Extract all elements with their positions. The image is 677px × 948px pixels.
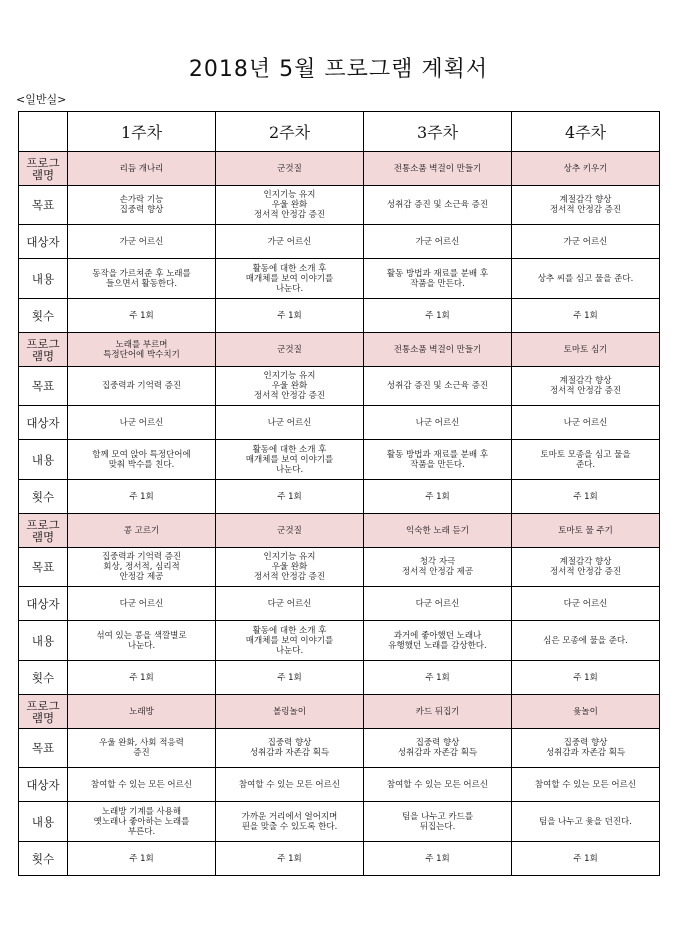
- class-name-label: <일반실>: [16, 93, 67, 106]
- row-label-program: 프로그 램명: [19, 514, 68, 548]
- target-cell: 나군 어르신: [216, 406, 364, 440]
- row-count: [19, 299, 660, 333]
- content-cell: 과거에 좋아했던 노래나 유행했던 노래를 감상한다.: [364, 621, 512, 661]
- row-label-goal: 목표: [19, 367, 68, 406]
- row-label-count: 횟수: [19, 661, 68, 695]
- count-cell: 주 1회: [68, 661, 216, 695]
- row-label-goal: 목표: [19, 548, 68, 587]
- plan-body: [19, 152, 660, 876]
- count-cell: 주 1회: [364, 661, 512, 695]
- target-cell: 참여할 수 있는 모든 어르신: [512, 768, 660, 802]
- row-content: [19, 259, 660, 299]
- row-content: [19, 802, 660, 842]
- row-label-program: 프로그 램명: [19, 695, 68, 729]
- row-target: [19, 587, 660, 621]
- content-cell: 활동에 대한 소개 후 매개체를 보여 이야기를 나눈다.: [216, 259, 364, 299]
- program-cell: 카드 뒤집기: [364, 695, 512, 729]
- goal-cell: 집중력 향상 성취감과 자존감 획득: [364, 729, 512, 768]
- goal-cell: 계절감각 향상 정서적 안정감 증진: [512, 186, 660, 225]
- goal-cell: 집중력과 기억력 증진 회상, 정서적, 심리적 안정감 제공: [68, 548, 216, 587]
- content-cell: 활동 방법과 재료를 분배 후 작품을 만든다.: [364, 259, 512, 299]
- row-label-program: 프로그 램명: [19, 152, 68, 186]
- goal-cell: 인지기능 유지 우울 완화 정서적 안정감 증진: [216, 186, 364, 225]
- row-count: [19, 661, 660, 695]
- page-title: 2018년 5월 프로그램 계획서: [188, 57, 489, 82]
- count-cell: 주 1회: [216, 842, 364, 876]
- content-cell: 활동 방법과 재료를 분배 후 작품을 만든다.: [364, 440, 512, 480]
- program-cell: 볼링놀이: [216, 695, 364, 729]
- program-cell: 상추 키우기: [512, 152, 660, 186]
- row-goal: [19, 548, 660, 587]
- content-cell: 심은 모종에 물을 준다.: [512, 621, 660, 661]
- program-cell: 익숙한 노래 듣기: [364, 514, 512, 548]
- content-cell: 동작을 가르쳐준 후 노래를 들으면서 활동한다.: [68, 259, 216, 299]
- goal-cell: 집중력과 기억력 증진: [68, 367, 216, 406]
- goal-cell: 성취감 증진 및 소근육 증진: [364, 186, 512, 225]
- count-cell: 주 1회: [216, 299, 364, 333]
- target-cell: 나군 어르신: [512, 406, 660, 440]
- program-cell: 콩 고르기: [68, 514, 216, 548]
- week-header: 1주차: [68, 112, 216, 152]
- count-cell: 주 1회: [512, 299, 660, 333]
- count-cell: 주 1회: [216, 661, 364, 695]
- count-cell: 주 1회: [512, 842, 660, 876]
- target-cell: 다군 어르신: [364, 587, 512, 621]
- week-header: 4주차: [512, 112, 660, 152]
- row-goal: [19, 186, 660, 225]
- content-cell: 함께 모여 앉아 특정단어에 맞춰 박수를 친다.: [68, 440, 216, 480]
- target-cell: 참여할 수 있는 모든 어르신: [364, 768, 512, 802]
- week-header-row: [19, 112, 660, 152]
- program-cell: 전통소품 벽걸이 만들기: [364, 333, 512, 367]
- goal-cell: 손가락 기능 집중력 향상: [68, 186, 216, 225]
- content-cell: 토마토 모종을 심고 물을 준다.: [512, 440, 660, 480]
- target-cell: 가군 어르신: [216, 225, 364, 259]
- program-plan-table: [18, 111, 660, 876]
- row-count: [19, 842, 660, 876]
- count-cell: 주 1회: [68, 299, 216, 333]
- content-cell: 섞여 있는 콩을 색깔별로 나눈다.: [68, 621, 216, 661]
- count-cell: 주 1회: [512, 480, 660, 514]
- row-goal: [19, 367, 660, 406]
- target-cell: 다군 어르신: [512, 587, 660, 621]
- row-label-target: 대상자: [19, 587, 68, 621]
- target-cell: 가군 어르신: [68, 225, 216, 259]
- target-cell: 가군 어르신: [364, 225, 512, 259]
- content-cell: 노래방 기계를 사용해 옛노래나 좋아하는 노래를 부른다.: [68, 802, 216, 842]
- program-cell: 전통소품 벽걸이 만들기: [364, 152, 512, 186]
- content-cell: 가까운 거리에서 얼어지며 핀을 맞출 수 있도록 한다.: [216, 802, 364, 842]
- target-cell: 나군 어르신: [364, 406, 512, 440]
- row-program: [19, 333, 660, 367]
- row-label-goal: 목표: [19, 186, 68, 225]
- goal-cell: 계절감각 향상 정서적 안정감 증진: [512, 548, 660, 587]
- program-cell: 노래방: [68, 695, 216, 729]
- count-cell: 주 1회: [216, 480, 364, 514]
- row-label-goal: 목표: [19, 729, 68, 768]
- content-cell: 활동에 대한 소개 후 매개체를 보여 이야기를 나눈다.: [216, 621, 364, 661]
- row-target: [19, 225, 660, 259]
- target-cell: 참여할 수 있는 모든 어르신: [68, 768, 216, 802]
- program-cell: 토마토 물 주기: [512, 514, 660, 548]
- goal-cell: 집중력 향상 성취감과 자존감 획득: [512, 729, 660, 768]
- count-cell: 주 1회: [364, 480, 512, 514]
- row-content: [19, 621, 660, 661]
- goal-cell: 집중력 향상 성취감과 자존감 획득: [216, 729, 364, 768]
- row-label-target: 대상자: [19, 768, 68, 802]
- target-cell: 다군 어르신: [68, 587, 216, 621]
- goal-cell: 인지기능 유지 우울 완화 정서적 안정감 증진: [216, 548, 364, 587]
- row-label-content: 내용: [19, 440, 68, 480]
- row-label-count: 횟수: [19, 842, 68, 876]
- count-cell: 주 1회: [512, 661, 660, 695]
- target-cell: 다군 어르신: [216, 587, 364, 621]
- count-cell: 주 1회: [364, 842, 512, 876]
- row-label-count: 횟수: [19, 299, 68, 333]
- count-cell: 주 1회: [364, 299, 512, 333]
- row-label-program: 프로그 램명: [19, 333, 68, 367]
- count-cell: 주 1회: [68, 480, 216, 514]
- week-header: 2주차: [216, 112, 364, 152]
- program-cell: 군것질: [216, 152, 364, 186]
- program-cell: 토마토 심기: [512, 333, 660, 367]
- row-program: [19, 695, 660, 729]
- row-label-target: 대상자: [19, 225, 68, 259]
- row-program: [19, 152, 660, 186]
- program-cell: 군것질: [216, 333, 364, 367]
- content-cell: 팀을 나누고 카드를 뒤집는다.: [364, 802, 512, 842]
- content-cell: 팀을 나누고 윷을 던진다.: [512, 802, 660, 842]
- program-cell: 군것질: [216, 514, 364, 548]
- target-cell: 나군 어르신: [68, 406, 216, 440]
- target-cell: 참여할 수 있는 모든 어르신: [216, 768, 364, 802]
- row-label-target: 대상자: [19, 406, 68, 440]
- goal-cell: 인지기능 유지 우울 완화 정서적 안정감 증진: [216, 367, 364, 406]
- corner-cell: [19, 112, 68, 152]
- goal-cell: 성취감 증진 및 소근육 증진: [364, 367, 512, 406]
- week-header: 3주차: [364, 112, 512, 152]
- row-target: [19, 406, 660, 440]
- program-cell: 노래를 부르며 특정단어에 박수치기: [68, 333, 216, 367]
- row-label-content: 내용: [19, 802, 68, 842]
- row-count: [19, 480, 660, 514]
- row-program: [19, 514, 660, 548]
- row-goal: [19, 729, 660, 768]
- content-cell: 상추 씨를 심고 물을 준다.: [512, 259, 660, 299]
- program-cell: 리듬 개나리: [68, 152, 216, 186]
- goal-cell: 청각 자극 정서적 안정감 제공: [364, 548, 512, 587]
- goal-cell: 계절감각 향상 정서적 안정감 증진: [512, 367, 660, 406]
- row-content: [19, 440, 660, 480]
- goal-cell: 우울 완화, 사회 적응력 증진: [68, 729, 216, 768]
- content-cell: 활동에 대한 소개 후 매개체를 보여 이야기를 나눈다.: [216, 440, 364, 480]
- count-cell: 주 1회: [68, 842, 216, 876]
- row-label-content: 내용: [19, 621, 68, 661]
- program-cell: 윷놀이: [512, 695, 660, 729]
- row-label-count: 횟수: [19, 480, 68, 514]
- target-cell: 가군 어르신: [512, 225, 660, 259]
- row-target: [19, 768, 660, 802]
- row-label-content: 내용: [19, 259, 68, 299]
